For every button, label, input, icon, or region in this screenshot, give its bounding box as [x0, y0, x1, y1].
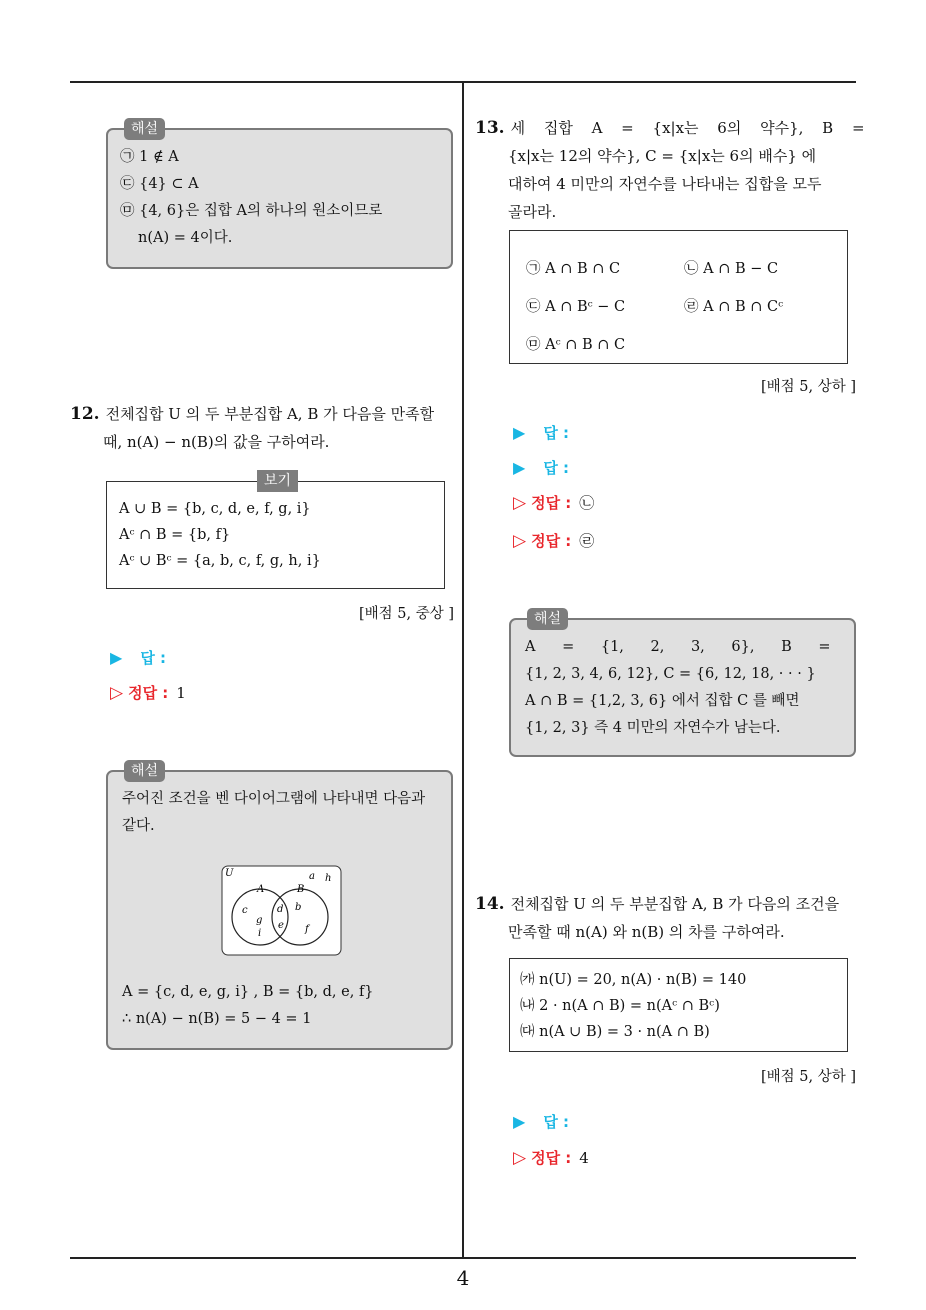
venn-element: e [278, 920, 284, 931]
solution-line: n(A) = 4이다. [138, 230, 233, 246]
solution-line: 주어진 조건을 벤 다이어그램에 나타내면 다음과 [122, 791, 426, 807]
solution-line: {1, 2, 3, 4, 6, 12}, C = {6, 12, 18, · · · } [525, 666, 816, 682]
column-divider [462, 82, 464, 1258]
venn-element: h [325, 873, 332, 884]
outline-triangle-icon: ▷ [110, 683, 124, 703]
solution-line: ㉤ {4, 6}은 집합 A의 하나의 원소이므로 [120, 203, 383, 219]
score-14: [배점 5, 상하 ] [760, 1069, 856, 1085]
solution-box-13 [509, 611, 856, 757]
correct-value: ㉡ [579, 494, 595, 512]
question-text: 전체집합 U 의 두 부분집합 A, B 가 다음의 조건을 [510, 895, 840, 913]
choice-1[interactable]: ㉠ A ∩ B ∩ C [526, 261, 621, 277]
play-triangle-icon: ▶ [513, 1112, 526, 1131]
solution-tag: 해설 [124, 118, 165, 140]
choice-5[interactable]: ㉤ Aᶜ ∩ B ∩ C [526, 337, 626, 353]
question-text: 때, n(A) − n(B)의 값을 구하여라. [103, 433, 330, 451]
choice-2[interactable]: ㉡ A ∩ B − C [684, 261, 779, 277]
answer-row-13-1[interactable] [513, 422, 569, 443]
correct-label: 정답 : [531, 532, 572, 550]
question-text: 전체집합 U 의 두 부분집합 A, B 가 다음을 만족할 [105, 405, 435, 423]
page-number: 4 [456, 1266, 470, 1290]
condition-tag: 보기 [257, 470, 298, 492]
bottom-rule [70, 1257, 856, 1259]
condition-box-14 [509, 958, 848, 1052]
venn-element: g [256, 915, 263, 926]
condition-line: ㈎ n(U) = 20, n(A) · n(B) = 140 [520, 972, 747, 988]
solution-line: ㉢ {4} ⊂ A [120, 176, 199, 192]
correct-value: 4 [579, 1149, 589, 1167]
question-text: 세 집합 A = {x|x는 6의 약수}, B = [510, 119, 865, 137]
solution-line: {1, 2, 3} 즉 4 미만의 자연수가 남는다. [525, 720, 781, 736]
score-12: [배점 5, 중상 ] [358, 606, 454, 622]
play-triangle-icon: ▶ [110, 648, 123, 667]
solution-line: A = {c, d, e, g, i} , B = {b, d, e, f} [122, 984, 374, 1000]
correct-answer-13-2 [513, 530, 594, 551]
answer-row-13-2[interactable] [513, 457, 569, 478]
venn-element: f [305, 924, 309, 935]
question-text: 만족할 때 n(A) 와 n(B) 의 차를 구하여라. [508, 923, 785, 941]
answer-label: 답 : [543, 459, 570, 477]
venn-element: c [242, 905, 248, 916]
play-triangle-icon: ▶ [513, 458, 526, 477]
solution-box-12 [106, 763, 453, 1050]
solution-line: ㉠ 1 ∉ A [120, 149, 179, 165]
choice-3[interactable]: ㉢ A ∩ Bᶜ − C [526, 299, 626, 315]
condition-line: ㈐ n(A ∪ B) = 3 · n(A ∩ B) [520, 1024, 710, 1040]
condition-line: A ∪ B = {b, c, d, e, f, g, i} [119, 501, 311, 517]
question-text: {x|x는 12의 약수}, C = {x|x는 6의 배수} 에 [508, 147, 817, 165]
correct-answer-13-1 [513, 492, 594, 513]
venn-universe-label: U [225, 868, 234, 879]
condition-box-12 [106, 473, 445, 589]
outline-triangle-icon: ▷ [513, 1148, 527, 1168]
solution-tag: 해설 [124, 760, 165, 782]
venn-element: d [277, 904, 284, 915]
question-number: 13. [475, 118, 505, 138]
correct-answer-14 [513, 1147, 589, 1168]
venn-element: i [258, 928, 262, 939]
condition-line: Aᶜ ∪ Bᶜ = {a, b, c, f, g, h, i} [119, 553, 321, 569]
question-number: 12. [70, 404, 100, 424]
question-14 [475, 890, 860, 946]
solution-box-11 [106, 121, 453, 269]
condition-line: ㈏ 2 · n(A ∩ B) = n(Aᶜ ∩ Bᶜ) [520, 998, 720, 1014]
solution-line: A = {1, 2, 3, 6}, B = [525, 639, 831, 655]
venn-element: a [309, 871, 315, 882]
question-text: 대하여 4 미만의 자연수를 나타내는 집합을 모두 [508, 175, 822, 193]
answer-label: 답 : [140, 649, 167, 667]
solution-line: 같다. [122, 818, 155, 834]
answer-row-12[interactable] [110, 647, 166, 668]
correct-value: 1 [176, 684, 186, 702]
venn-set-a-label: A [257, 884, 265, 895]
score-13: [배점 5, 상하 ] [760, 379, 856, 395]
choice-4[interactable]: ㉣ A ∩ B ∩ Cᶜ [684, 299, 784, 315]
question-13 [475, 114, 865, 226]
question-text: 골라라. [508, 203, 557, 221]
question-12 [70, 400, 455, 456]
play-triangle-icon: ▶ [513, 423, 526, 442]
answer-label: 답 : [543, 424, 570, 442]
correct-answer-12 [110, 682, 186, 703]
answer-label: 답 : [543, 1113, 570, 1131]
question-number: 14. [475, 894, 505, 914]
condition-line: Aᶜ ∩ B = {b, f} [119, 527, 231, 543]
outline-triangle-icon: ▷ [513, 531, 527, 551]
venn-diagram [221, 865, 343, 957]
solution-tag: 해설 [527, 608, 568, 630]
venn-element: b [295, 902, 302, 913]
correct-label: 정답 : [531, 494, 572, 512]
choices-box-13 [509, 230, 848, 364]
venn-set-b-label: B [297, 884, 305, 895]
correct-label: 정답 : [128, 684, 169, 702]
correct-value: ㉣ [579, 532, 595, 550]
solution-line: ∴ n(A) − n(B) = 5 − 4 = 1 [122, 1011, 312, 1027]
correct-label: 정답 : [531, 1149, 572, 1167]
answer-row-14[interactable] [513, 1111, 569, 1132]
outline-triangle-icon: ▷ [513, 493, 527, 513]
solution-line: A ∩ B = {1,2, 3, 6} 에서 집합 C 를 빼면 [525, 693, 800, 709]
